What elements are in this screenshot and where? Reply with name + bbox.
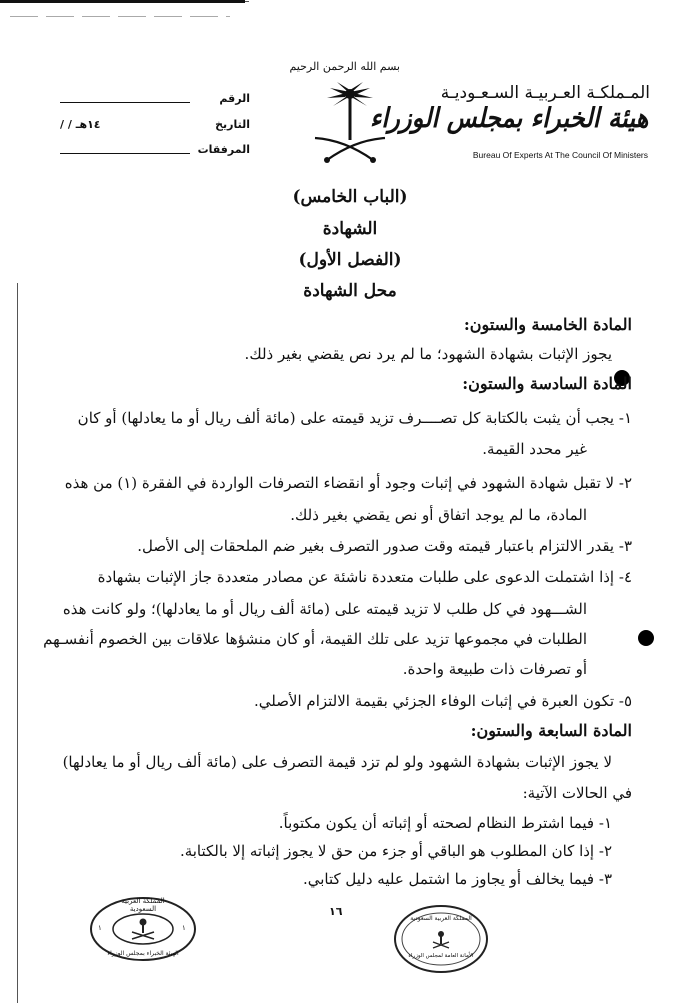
article-67-text-line-2: في الحالات الآتية: (522, 784, 632, 802)
chapter-title: (الفصل الأول) (298, 250, 402, 270)
basmala: بسم الله الرحمن الرحيم (289, 60, 400, 73)
scan-dash-line (10, 16, 230, 17)
article-66-item-1-line-1: ١- يجب أن يثبت بالكتابة كل تصــــرف تزيد قيمته على (مائة ألف ريال أو ما يعادلها) أو كان (77, 409, 632, 427)
stamp-right-bottom-text: الأمانة العامة لمجلس الوزراء (408, 953, 474, 959)
article-65-text: يجوز الإثبات بشهادة الشهود؛ ما لم يرد نص يقضي بغير ذلك. (244, 345, 612, 363)
kingdom-name: المـملكـة العـربيـة السـعـوديـة (440, 83, 650, 103)
margin-line (17, 283, 18, 1003)
scan-edge-bar (0, 0, 245, 3)
number-label: الرقم (219, 92, 250, 105)
punch-hole-mark (638, 630, 654, 646)
article-67-text-line-1: لا يجوز الإثبات بشهادة الشهود ولو لم تزد قيمة التصرف على (مائة ألف ريال أو ما يعادلها) (62, 753, 612, 771)
date-label: التاريخ (215, 118, 250, 131)
bureau-name-english: Bureau Of Experts At The Council Of Ministers (472, 150, 648, 160)
part-name: الشهادة (322, 219, 378, 239)
chapter-name: محل الشهادة (303, 281, 397, 301)
number-field-line (60, 102, 190, 103)
article-66-item-3: ٣- يقدر الالتزام باعتبار قيمته وقت صدور التصرف بغير ضم الملحقات إلى الأصل. (137, 537, 632, 555)
stamp-right-icon (392, 903, 490, 975)
article-66-item-2-line-2: المادة، ما لم يوجد اتفاق أو نص يقضي بغير ذلك. (290, 506, 587, 524)
article-67-item-1: ١- فيما اشترط النظام لصحته أو إثباته أن يكون مكتوباً. (278, 814, 612, 832)
article-67-item-3: ٣- فيما يخالف أو يجاوز ما اشتمل عليه دليل كتابي. (302, 870, 612, 888)
date-value: ١٤هـ / / (60, 118, 101, 131)
scan-edge-mark (245, 1, 249, 2)
page-number: ١٦ (329, 905, 343, 918)
stamp-right-top-text: المملكة العربية السعودية (410, 915, 472, 922)
article-66-item-4-line-1: ٤- إذا اشتملت الدعوى على طلبات متعددة ناشئة عن مصادر متعددة جاز الإثبات بشهادة (97, 568, 632, 586)
article-66-item-4-line-4: أو تصرفات ذات طبيعة واحدة. (402, 660, 587, 678)
article-66-item-4-line-3: الطلبات في مجموعها تزيد على تلك القيمة، أو كان منشؤها علاقات بين الخصوم أنفسـهم (43, 630, 587, 648)
official-stamp-left (88, 895, 198, 963)
attachments-label: المرفقات (197, 143, 250, 156)
attachments-field-line (60, 153, 190, 154)
official-stamp-right (392, 903, 490, 975)
article-67-item-2: ٢- إذا كان المطلوب هو الباقي أو جزء من حق لا يجوز إثباته إلا بالكتابة. (179, 842, 612, 860)
article-66-item-5: ٥- تكون العبرة في إثبات الوفاء الجزئي بقيمة الالتزام الأصلي. (253, 692, 632, 710)
article-67-heading: المادة السابعة والستون: (470, 721, 632, 740)
article-65-heading: المادة الخامسة والستون: (463, 315, 632, 334)
stamp-left-bottom-text: الهيئة الخبراء بمجلس الوزراء (107, 950, 179, 957)
part-title: (الباب الخامس) (292, 187, 408, 207)
stamp-left-side-number: ١ (98, 924, 102, 932)
article-66-heading: المادة السادسة والستون: (462, 374, 632, 393)
article-66-item-4-line-2: الشـــهود في كل طلب لا تزيد قيمته على (مائة ألف ريال أو ما يعادلها)؛ ولو كانت هذه (62, 600, 587, 618)
article-66-item-1-line-2: غير محدد القيمة. (482, 440, 587, 458)
article-66-item-2-line-1: ٢- لا تقبل شهادة الشهود في إثبات وجود أو انقضاء التصرفات الواردة في الفقرة (١) من هذه (64, 474, 632, 492)
bureau-name-arabic-logo: هيئة الخبراء بمجلس الوزراء (369, 103, 648, 134)
stamp-left-top-text: المملكة العربية السعودية (121, 897, 165, 913)
stamp-left-side-number-2: ١ (182, 924, 186, 932)
palm-swords-emblem-icon (305, 80, 395, 165)
